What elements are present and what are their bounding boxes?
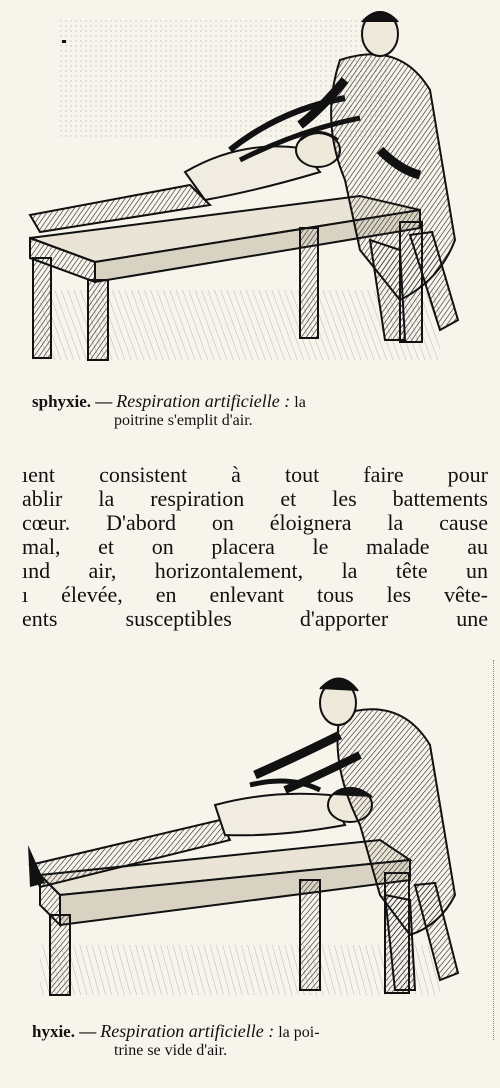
figure-caption	[30, 392, 490, 430]
caption-plain: la poi-	[274, 1024, 320, 1041]
engraving-illustration	[0, 0, 500, 372]
caption-line-2: poitrine s'emplit d'air.	[114, 412, 253, 429]
caption-lead: hyxie. —	[32, 1022, 97, 1041]
caption-italic: Respiration artificielle :	[100, 1021, 275, 1041]
caption-italic: Respiration artificielle :	[116, 391, 291, 411]
body-paragraph	[22, 463, 488, 631]
engraving-figure-chest-empties	[0, 625, 500, 1013]
caption-lead: sphyxie. —	[32, 392, 113, 411]
text-line: ıent consistent à tout faire pour	[22, 462, 488, 487]
page-edge-mark	[493, 660, 500, 1040]
text-line: cœur. D'abord on éloignera la cause	[22, 510, 488, 535]
figure-caption	[32, 1022, 492, 1060]
text-line: ınd air, horizontalement, la tête un	[22, 558, 488, 583]
engraving-illustration	[0, 625, 500, 1013]
text-line: ablir la respiration et les battements	[22, 486, 488, 511]
caption-line-1	[32, 1022, 492, 1042]
engraving-figure-chest-fills	[0, 0, 500, 372]
text-line: mal, et on placera le malade au	[22, 534, 488, 559]
caption-line-2: trine se vide d'air.	[114, 1042, 228, 1059]
text-line: ents susceptibles d'apporter une	[22, 606, 488, 631]
text-line: ı élevée, en enlevant tous les vête-	[22, 582, 488, 607]
caption-plain: la	[290, 394, 306, 411]
caption-line-1	[30, 392, 490, 412]
